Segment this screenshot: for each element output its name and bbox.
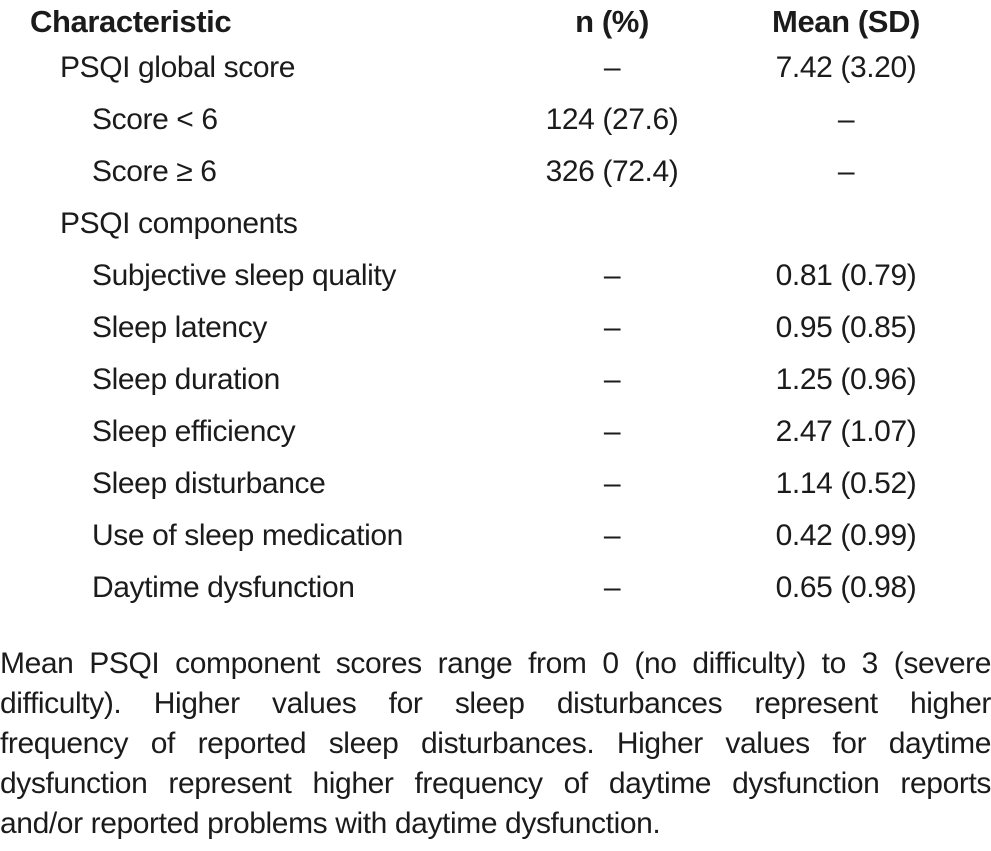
table-row-sleep-efficiency: [0, 406, 991, 458]
characteristic-cell: Daytime dysfunction: [92, 571, 355, 604]
table-row-subjective-sleep-quality: [0, 250, 991, 302]
mean-cell: 0.65 (0.98): [775, 571, 917, 604]
mean-cell: 0.95 (0.85): [775, 311, 917, 344]
table-row-score-ge-6: [0, 146, 991, 198]
footnote-line: and/or reported problems with daytime dysfunction.: [0, 807, 661, 840]
table-row-score-lt-6: [0, 94, 991, 146]
mean-cell: 1.25 (0.96): [775, 363, 917, 396]
n-cell: –: [603, 259, 621, 292]
table-row-sleep-duration: [0, 354, 991, 406]
n-cell: –: [603, 571, 621, 604]
n-cell: 124 (27.6): [545, 103, 679, 136]
n-cell: –: [603, 311, 621, 344]
mean-cell: –: [837, 155, 855, 188]
mean-cell: 0.81 (0.79): [775, 259, 917, 292]
n-cell: –: [603, 363, 621, 396]
n-cell: –: [603, 415, 621, 448]
header-n-pct: n (%): [575, 4, 649, 39]
characteristic-cell: Sleep duration: [92, 363, 280, 396]
mean-cell: 2.47 (1.07): [775, 415, 917, 448]
n-cell: 326 (72.4): [545, 155, 679, 188]
header-characteristic: Characteristic: [30, 4, 232, 39]
mean-cell: 0.42 (0.99): [775, 519, 917, 552]
characteristic-cell: Sleep latency: [92, 311, 267, 344]
header-mean-sd: Mean (SD): [772, 4, 920, 39]
mean-cell: 1.14 (0.52): [775, 467, 917, 500]
characteristic-cell: Use of sleep medication: [92, 519, 403, 552]
table-row-daytime-dysfunction: [0, 562, 991, 614]
n-cell: –: [603, 467, 621, 500]
mean-cell: 7.42 (3.20): [775, 51, 917, 84]
characteristic-cell: Sleep disturbance: [92, 467, 326, 500]
footnote-line: difficulty). Higher values for sleep disturbances represent higher: [0, 687, 991, 720]
mean-cell: –: [837, 103, 855, 136]
table-row-use-of-sleep-medication: [0, 510, 991, 562]
footnote-line: Mean PSQI component scores range from 0 (no difficulty) to 3 (severe: [0, 647, 991, 680]
table-row-sleep-disturbance: [0, 458, 991, 510]
n-cell: –: [603, 51, 621, 84]
characteristic-cell: PSQI components: [60, 207, 298, 240]
characteristic-cell: Subjective sleep quality: [92, 259, 396, 292]
characteristic-cell: Score < 6: [92, 103, 218, 136]
n-cell: –: [603, 519, 621, 552]
table-footnote: [0, 644, 991, 844]
table-section-row-psqi-components: [0, 198, 991, 250]
table-row-psqi-global-score: [0, 42, 991, 94]
table-header-row: [0, 2, 991, 42]
characteristic-cell: Score ≥ 6: [92, 155, 217, 188]
footnote-line: dysfunction represent higher frequency of daytime dysfunction reports: [0, 767, 991, 800]
characteristic-cell: PSQI global score: [60, 51, 295, 84]
footnote-line: frequency of reported sleep disturbances. Higher values for daytime: [0, 727, 991, 760]
characteristic-cell: Sleep efficiency: [92, 415, 296, 448]
table-row-sleep-latency: [0, 302, 991, 354]
